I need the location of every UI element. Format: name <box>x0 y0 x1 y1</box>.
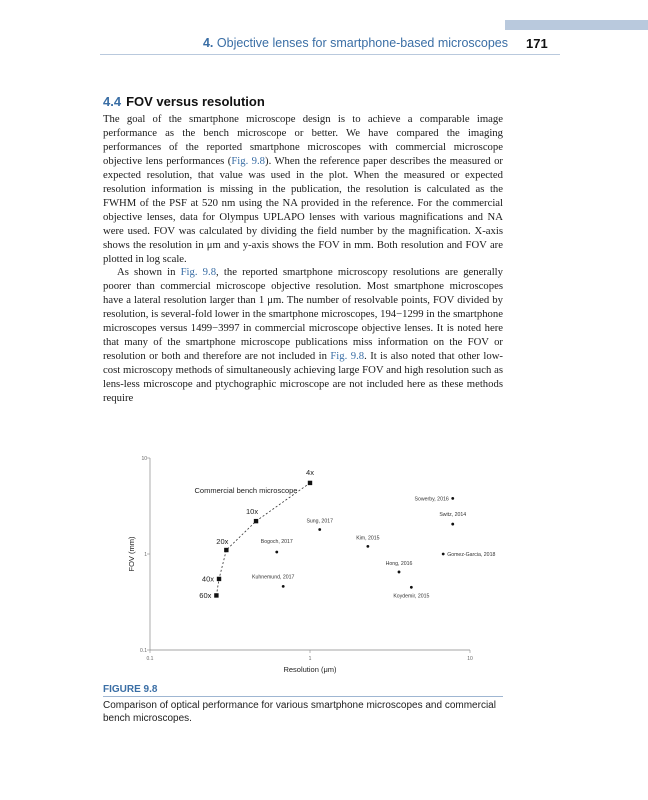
commercial-point-label: 20x <box>216 537 229 547</box>
commercial-point-marker <box>217 577 221 581</box>
smartphone-point-marker <box>398 571 401 574</box>
fov-resolution-chart <box>0 440 648 690</box>
chapter-heading <box>203 36 508 50</box>
header-rule <box>100 54 560 55</box>
x-axis-label: Resolution (μm) <box>283 665 337 674</box>
paragraph-1 <box>103 113 503 266</box>
body-text <box>103 113 503 406</box>
smartphone-point-label: Switz, 2014 <box>439 512 467 519</box>
x-tick-label: 10 <box>467 656 473 662</box>
smartphone-point-marker <box>410 586 413 589</box>
commercial-point-label: 40x <box>201 574 215 584</box>
figure-ref-link[interactable]: Fig. 9.8 <box>180 266 217 279</box>
smartphone-point-label: Bogoch, 2017 <box>260 538 293 545</box>
figure-rule <box>103 696 503 697</box>
section-title <box>103 94 265 109</box>
commercial-point-label: 60x <box>199 590 212 600</box>
paragraph-2-text-b: , the reported smartphone microscopy resolutions are generally poorer than commercial microscope objective resolution. Most smartphone microscopes have a lateral resolution larger than 1 μm. The number of resolvable points, FOV divided by resolution, is several-fold lower in the smartphone microscopes, 194−1299 in the smartphone microscopes versus 1499−3997 in commercial microscope objective lenses. It is noted here that many of the smartphone microscope publications miss information on the FOV or resolution or both and therefore are not included in <box>103 266 503 363</box>
section-number: 4.4 <box>103 94 122 109</box>
y-tick-label: 0.1 <box>140 648 147 654</box>
smartphone-point-marker <box>318 528 321 531</box>
y-axis-label: FOV (mm) <box>127 536 136 572</box>
figure-label: FIGURE 9.8 <box>103 684 158 695</box>
smartphone-point-label: Hong, 2016 <box>385 560 413 567</box>
smartphone-point-marker <box>451 497 454 500</box>
commercial-point-label: 4x <box>306 467 314 477</box>
x-tick-label: 1 <box>308 656 312 662</box>
smartphone-point-label: Sung, 2017 <box>306 518 333 525</box>
commercial-point-marker <box>214 593 218 597</box>
series-group-label: Commercial bench microscope <box>194 486 298 495</box>
smartphone-point-label: Kuhnemund, 2017 <box>251 574 295 581</box>
commercial-point-label: 10x <box>245 507 259 517</box>
chapter-number: 4. <box>202 36 214 50</box>
commercial-point-marker <box>224 548 228 552</box>
page-number: 171 <box>526 36 548 51</box>
paragraph-2-text-c: . It is also noted that other low-cost microscopy methods of simultaneously achieving large FOV and high resolution such as lens-less microscope and ptychographic microscope are not included here as these methods require <box>103 350 503 405</box>
chapter-title: Objective lenses for smartphone-based microscopes <box>216 36 508 50</box>
figure-caption: Comparison of optical performance for various smartphone microscopes and commercial bench microscopes. <box>103 700 496 724</box>
smartphone-point-label: Gomez-Garcia, 2018 <box>447 552 496 558</box>
x-tick-label: 0.1 <box>146 656 154 662</box>
smartphone-point-marker <box>275 551 278 554</box>
figure-ref-link[interactable]: Fig. 9.8 <box>330 350 365 363</box>
commercial-point-marker <box>254 519 258 523</box>
smartphone-point-label: Kim, 2015 <box>356 535 380 542</box>
y-tick-label: 10 <box>141 456 147 462</box>
paragraph-2 <box>103 266 503 406</box>
smartphone-point-marker <box>442 553 445 556</box>
commercial-point-marker <box>308 481 312 485</box>
paragraph-1-text-a: The goal of the smartphone microscope design is to achieve a comparable image performance as the bench microscope or better. We have compared the imaging performances of the reported smartphone microscopes with commercial microscope objective lens performances ( <box>103 113 503 167</box>
smartphone-point-label: Koydemir, 2015 <box>393 593 430 600</box>
smartphone-point-label: Sowerby, 2016 <box>414 496 449 503</box>
smartphone-point-marker <box>282 585 285 588</box>
smartphone-point-marker <box>451 523 454 526</box>
section-title-text: FOV versus resolution <box>126 94 265 109</box>
paragraph-2-text-a: As shown in <box>117 266 181 279</box>
figure-ref-link[interactable]: Fig. 9.8 <box>231 154 266 167</box>
smartphone-point-marker <box>366 545 369 548</box>
paragraph-1-text-b: ). When the reference paper describes the measured or expected resolution, that value was used in the plot. When the measured or expected resolution information is missing in the publication, the resolution is calculated as the FWHM of the PSF at 520 nm using the NA provided in the reference. For the commercial objective lenses, data for Olympus UPLAPO lenses with various magnifications and NA were used. FOV was calculated by dividing the field number by the magnification. X-axis shows the resolution in μm and y-axis shows the FOV in mm. Both resolution and FOV are plotted in log scale. <box>103 154 503 265</box>
y-tick-label: 1 <box>144 552 147 558</box>
header-accent-bar <box>505 20 648 30</box>
